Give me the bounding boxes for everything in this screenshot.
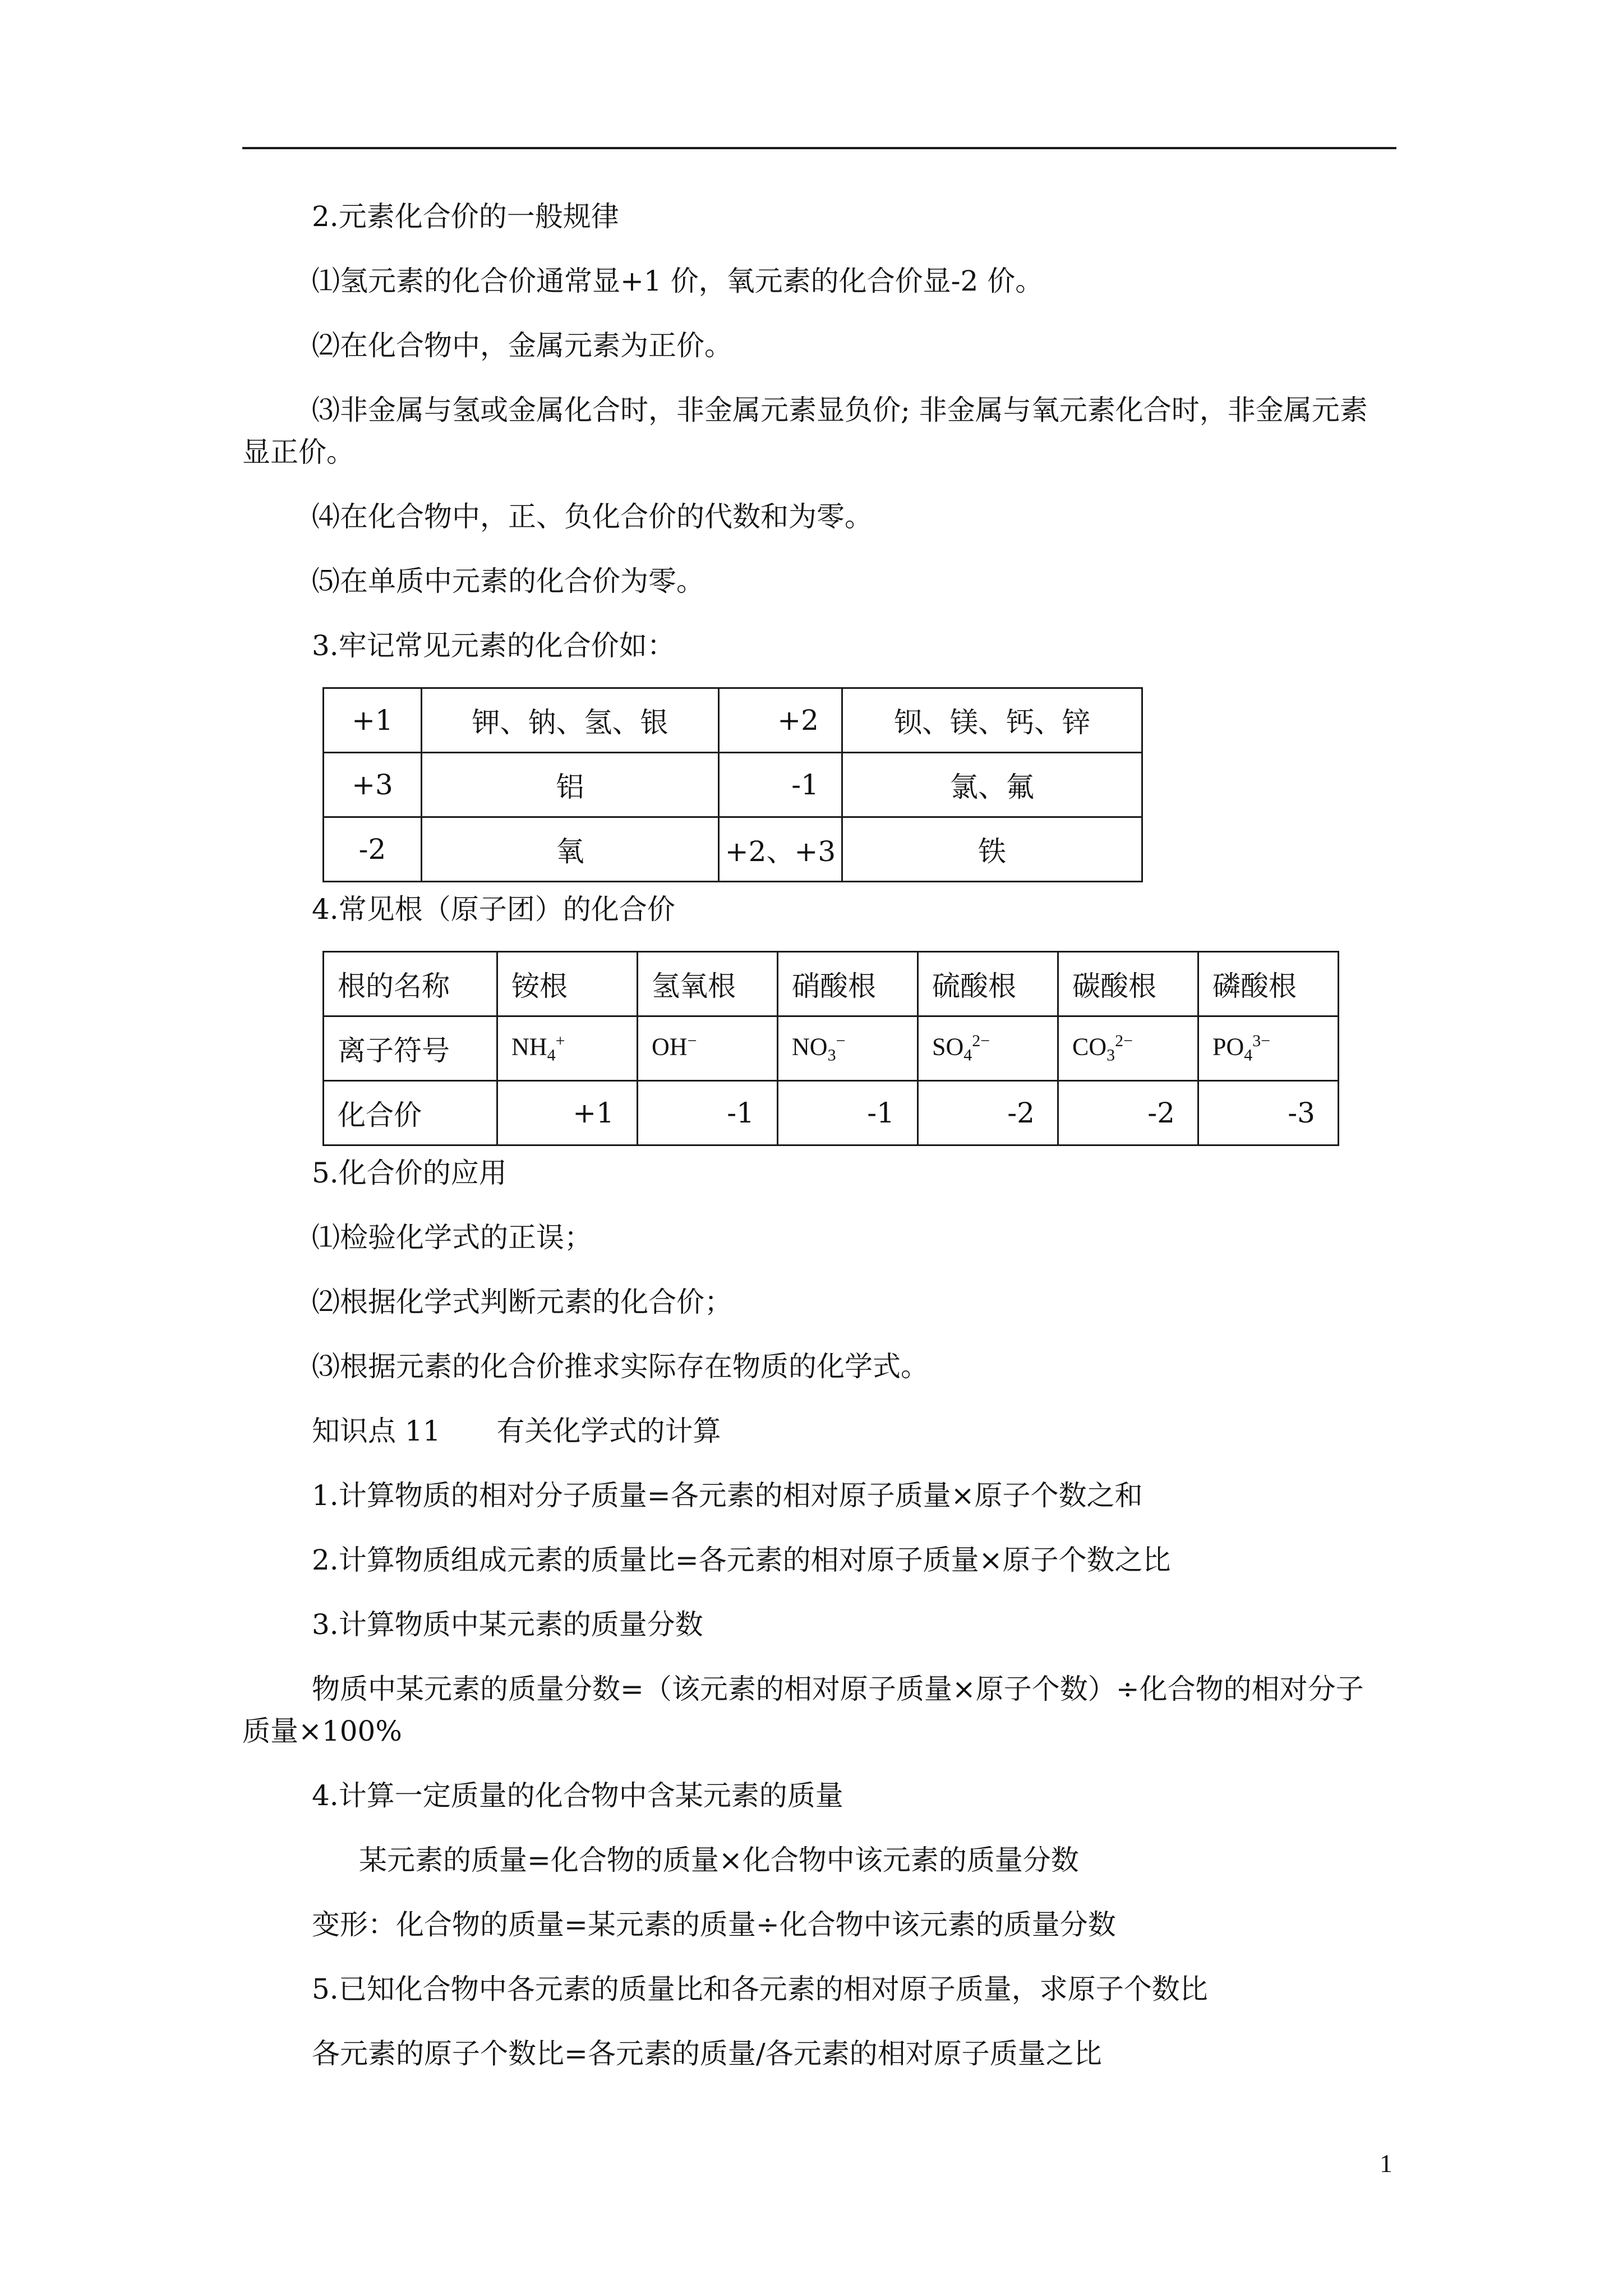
ion-symbol: $PO_4^{3-}$	[1198, 1016, 1339, 1081]
header-rule	[242, 147, 1396, 149]
ion-symbol: OH−	[638, 1016, 778, 1081]
calc-line-4: 4.计算一定质量的化合物中含某元素的质量	[312, 1779, 843, 1812]
section-5-title: 5.化合价的应用	[312, 1157, 507, 1189]
rule-item-2: ⑵在化合物中，金属元素为正价。	[312, 329, 732, 362]
table-row	[324, 1016, 1339, 1081]
ion-symbol: $NH_4^+$	[497, 1016, 638, 1081]
radical-name: 磷酸根	[1198, 952, 1339, 1016]
table-row	[324, 952, 1339, 1016]
application-item-1: ⑴检验化学式的正误；	[312, 1221, 592, 1254]
radical-valence: -1	[778, 1081, 918, 1145]
valence-cell: +2	[719, 688, 842, 753]
row-header-valence: 化合价	[324, 1081, 497, 1145]
calc-line-2: 2.计算物质组成元素的质量比=各元素的相对原子质量×原子个数之比	[312, 1544, 1171, 1576]
rule-item-1: ⑴氢元素的化合价通常显+1 价，氧元素的化合价显-2 价。	[312, 265, 1044, 297]
valence-cell: +3	[324, 753, 422, 817]
rule-item-4: ⑷在化合物中，正、负化合价的代数和为零。	[312, 500, 873, 533]
elements-cell: 铁	[842, 817, 1142, 882]
section-2-title: 2.元素化合价的一般规律	[312, 200, 619, 233]
element-valence-table	[322, 687, 1143, 882]
radical-valence-table	[322, 951, 1339, 1146]
calc-formula-3: 物质中某元素的质量分数=（该元素的相对原子质量×原子个数）÷化合物的相对分子	[312, 1673, 1364, 1705]
valence-cell: +1	[324, 688, 422, 753]
radical-name: 铵根	[497, 952, 638, 1016]
table-row	[324, 688, 1142, 753]
table-row	[324, 753, 1142, 817]
radical-valence: -2	[918, 1081, 1058, 1145]
page-number: 1	[1380, 2149, 1393, 2178]
radical-name: 硫酸根	[918, 952, 1058, 1016]
calc-line-1: 1.计算物质的相对分子质量=各元素的相对原子质量×原子个数之和	[312, 1479, 1143, 1512]
calc-variant-4: 变形：化合物的质量=某元素的质量÷化合物中该元素的质量分数	[312, 1908, 1116, 1941]
radical-valence: -2	[1058, 1081, 1198, 1145]
application-item-2: ⑵根据化学式判断元素的化合价；	[312, 1286, 732, 1318]
ion-symbol: $NO_3^-$	[778, 1016, 918, 1081]
radical-valence: +1	[497, 1081, 638, 1145]
radical-name: 硝酸根	[778, 952, 918, 1016]
table-row	[324, 817, 1142, 882]
radical-name: 氢氧根	[638, 952, 778, 1016]
table-row	[324, 1081, 1339, 1145]
rule-item-5: ⑸在单质中元素的化合价为零。	[312, 565, 704, 597]
calc-line-5: 5.已知化合物中各元素的质量比和各元素的相对原子质量，求原子个数比	[312, 1973, 1208, 2005]
valence-cell: -2	[324, 817, 422, 882]
calc-formula-5: 各元素的原子个数比=各元素的质量/各元素的相对原子质量之比	[312, 2037, 1102, 2070]
rule-item-3: ⑶非金属与氢或金属化合时，非金属元素显负价; 非金属与氧元素化合时，非金属元素	[312, 394, 1368, 426]
section-4-title: 4.常见根（原子团）的化合价	[312, 893, 675, 926]
ion-symbol: $CO_3^{2-}$	[1058, 1016, 1198, 1081]
radical-valence: -1	[638, 1081, 778, 1145]
elements-cell: 氯、氟	[842, 753, 1142, 817]
radical-valence: -3	[1198, 1081, 1339, 1145]
ion-symbol: $SO_4^{2-}$	[918, 1016, 1058, 1081]
radical-name: 碳酸根	[1058, 952, 1198, 1016]
calc-line-3: 3.计算物质中某元素的质量分数	[312, 1608, 703, 1641]
section-3-title: 3.牢记常见元素的化合价如：	[312, 629, 675, 662]
rule-item-3-cont: 显正价。	[242, 436, 354, 468]
elements-cell: 钡、镁、钙、锌	[842, 688, 1142, 753]
valence-cell: +2、+3	[719, 817, 842, 882]
calc-formula-4: 某元素的质量=化合物的质量×化合物中该元素的质量分数	[359, 1844, 1079, 1876]
row-header-name: 根的名称	[324, 952, 497, 1016]
elements-cell: 钾、钠、氢、银	[422, 688, 719, 753]
valence-cell: -1	[719, 753, 842, 817]
application-item-3: ⑶根据元素的化合价推求实际存在物质的化学式。	[312, 1350, 929, 1383]
elements-cell: 氧	[422, 817, 719, 882]
knowledge-point-title: 知识点 11 有关化学式的计算	[312, 1415, 721, 1447]
row-header-symbol: 离子符号	[324, 1016, 497, 1081]
calc-formula-3-cont: 质量×100%	[242, 1715, 402, 1747]
elements-cell: 铝	[422, 753, 719, 817]
